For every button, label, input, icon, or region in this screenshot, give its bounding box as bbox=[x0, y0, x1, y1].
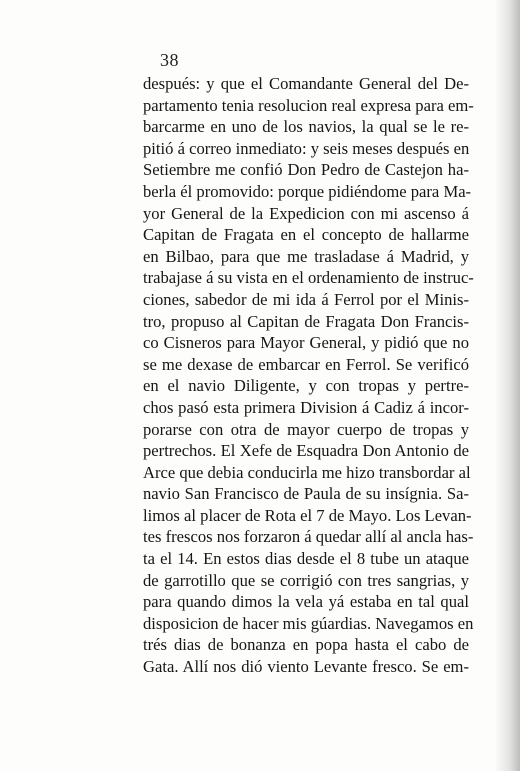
text-line: partamento tenia resolucion real expresa para em- bbox=[143, 95, 474, 115]
text-line: tro, propuso al Capitan de Fragata Don Francis- bbox=[143, 311, 469, 331]
page-number: 38 bbox=[160, 50, 179, 70]
page-edge-shadow bbox=[496, 0, 520, 771]
text-line: en Bilbao, para que me trasladase á Madrid, y bbox=[143, 246, 469, 266]
text-line: trabajase á su vista en el ordenamiento de instruc- bbox=[143, 268, 474, 288]
text-line: se me dexase de embarcar en Ferrol. Se verificó bbox=[143, 354, 469, 374]
text-line: navio San Francisco de Paula de su insígnia. Sa- bbox=[143, 484, 469, 504]
text-line: trés dias de bonanza en popa hasta el cabo de bbox=[143, 635, 469, 655]
text-line: en el navio Diligente, y con tropas y pertre- bbox=[143, 376, 469, 396]
text-line: tes frescos nos forzaron á quedar allí al ancla has- bbox=[143, 527, 474, 547]
text-line: de garrotillo que se corrigió con tres sangrias, y bbox=[143, 570, 469, 590]
body-text bbox=[143, 73, 474, 678]
text-line: ta el 14. En estos dias desde el 8 tube un ataque bbox=[143, 549, 469, 569]
text-line: co Cisneros para Mayor General, y pidió que no bbox=[143, 333, 469, 353]
text-line: yor General de la Expedicion con mi ascenso á bbox=[143, 203, 469, 223]
text-line: Arce que debia conducirla me hizo transbordar al bbox=[143, 462, 471, 482]
text-line: Setiembre me confió Don Pedro de Castejon ha- bbox=[143, 160, 469, 180]
text-line: chos pasó esta primera Division á Cadiz á incor- bbox=[143, 397, 469, 417]
text-line: porarse con otra de mayor cuerpo de tropas y bbox=[143, 419, 469, 439]
text-line: después: y que el Comandante General del De- bbox=[143, 74, 469, 93]
text-line: Gata. Allí nos dió viento Levante fresco. Se em- bbox=[143, 657, 469, 677]
text-line: pertrechos. El Xefe de Esquadra Don Antonio de bbox=[143, 441, 469, 461]
text-line: ciones, sabedor de mi ida á Ferrol por el Minis- bbox=[143, 289, 469, 309]
text-line: para quando dimos la vela yá estaba en tal qual bbox=[143, 592, 469, 612]
text-line: disposicion de hacer mis gúardias. Navegamos en bbox=[143, 613, 474, 633]
text-line: pitió á correo inmediato: y seis meses después en bbox=[143, 138, 470, 158]
text-line: Capitan de Fragata en el concepto de hallarme bbox=[143, 225, 469, 245]
text-line: limos al placer de Rota el 7 de Mayo. Los Levan- bbox=[143, 505, 472, 525]
text-line: berla él promovido: porque pidiéndome para Ma- bbox=[143, 181, 472, 201]
text-line: barcarme en uno de los navios, la qual se le re- bbox=[143, 117, 469, 137]
